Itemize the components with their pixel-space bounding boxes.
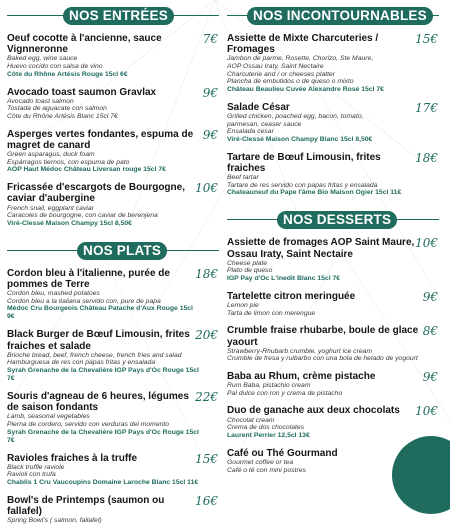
item-price: 10€ — [415, 236, 438, 251]
right-column — [227, 0, 439, 474]
item-name: Ravioles fraiches à la truffe — [7, 452, 138, 464]
item-description: Black truffle raviole Ravioli con trufa — [7, 463, 65, 479]
menu-item — [7, 182, 219, 228]
wine-pairing: Laurent Perrier 12,5cl 13€ — [227, 431, 310, 439]
item-name: Salade César — [227, 101, 290, 113]
wine-pairing: Médoc Cru Bourgeois Château Patache d'Aux Rouge 15cl 9€ — [7, 305, 193, 321]
item-price: 15€ — [195, 451, 218, 466]
item-description: Grilled chicken, poached egg, bacon, tomato, parmesan, ceaser sauce Ensalada cesar — [227, 112, 364, 136]
item-description: Beef tartar Tartare de res servido con papas fritas y ensalada — [227, 174, 378, 189]
item-description: Spring Bowl's ( salmon, fallafel) — [7, 517, 102, 525]
section-header-plats — [7, 239, 219, 264]
item-price: 9€ — [202, 85, 218, 100]
menu-item — [227, 291, 439, 317]
menu-item — [227, 325, 439, 363]
menu-item — [227, 33, 439, 94]
item-description: Baked egg, wine sauce Huevo cocido con salsa de vino — [7, 55, 103, 70]
item-description: Brioche bread, beef, french cheese, french fries and salad Hamburguesa de res con papas fritas y ensalada — [7, 351, 182, 367]
item-price: 10€ — [195, 181, 218, 196]
item-price: 16€ — [195, 493, 218, 508]
item-name: Duo de ganache aux deux chocolats — [227, 405, 400, 417]
item-price: 9€ — [422, 289, 438, 304]
item-name: Café ou Thé Gourmand — [227, 447, 338, 459]
wine-pairing: AOP Haut Médoc Château Liversan rouge 15cl 7€ — [7, 166, 166, 174]
section-title: NOS INCONTOURNABLES — [247, 7, 433, 25]
menu-item — [7, 33, 219, 79]
item-name: Black Burger de Bœuf Limousin, frites fraiches et salade — [7, 329, 190, 352]
item-description: Lamb, seasonal vegetables Pierna de cordero, servido con verduras del momento — [7, 413, 170, 428]
section-title: NOS DESSERTS — [277, 211, 397, 229]
item-name: Bowl's de Printemps (saumon ou fallafel) — [7, 494, 165, 518]
item-name: Cordon bleu à l'italienne, purée de pommes de Terre — [7, 267, 170, 290]
menu-item — [7, 268, 219, 322]
item-price: 17€ — [415, 100, 438, 115]
wine-pairing: Syrah Grenache de la Chevalière IGP Pays d'Oc Rouge 15cl 7€ — [7, 428, 199, 444]
item-name: Tartelette citron meringuée — [227, 290, 356, 302]
item-description: Avocado toast salmon Tostada de aguacate con salmon Côte du Rhône Artésis Blanc 15cl 7€ — [7, 97, 118, 120]
menu-item — [7, 453, 219, 487]
item-description: Green asparagus, duck foam Espárragos tiernos, con espuma de pato — [7, 150, 130, 166]
section-header-desserts — [227, 208, 439, 233]
item-price: 8€ — [422, 324, 438, 339]
section-title: NOS PLATS — [77, 242, 167, 260]
item-description: Jambon de parme, Rosette, Chorizo, Ste Maure, AOP Ossau Iraty, Saint Nectaire Charcuterie and / or cheeses platter Plancha de embutidos o de queso o mixto — [227, 55, 374, 86]
item-price: 10€ — [415, 404, 438, 419]
item-description: Gourmet coffee or tea Café o té con mini postres — [227, 458, 306, 474]
wine-pairing: IGP Pay d'Oc L'inedit Blanc 15cl 7€ — [227, 274, 341, 282]
menu-item — [227, 371, 439, 397]
item-name: Assiette de Mixte Charcuteries / Fromages — [227, 33, 379, 56]
wine-pairing: Viré-Clessé Maison Champy Blanc 15cl 8,50€ — [227, 135, 373, 143]
item-price: 22€ — [195, 389, 218, 404]
menu-item — [7, 87, 219, 121]
wine-pairing: Chablis 1 Cru Vaucoupins Domaine Laroche Blanc 15cl 11€ — [7, 478, 199, 486]
item-description: French snail, eggplant caviar Caracoles de bourgogne, con caviar de berenjena — [7, 204, 158, 220]
item-name: Baba au Rhum, crème pistache — [227, 370, 376, 382]
wine-pairing: Chateauneuf du Pape l'âme Bio Maison Ogier 15cl 11€ — [227, 189, 402, 197]
item-description: Lemon pie Tarta de limon con merengue — [227, 302, 316, 317]
wine-pairing: Syrah Grenache de la Chevalière IGP Pays d'Oc Rouge 15cl 7€ — [7, 366, 199, 382]
item-price: 9€ — [422, 369, 438, 384]
section-header-incontournables — [227, 4, 439, 29]
menu-item — [7, 129, 219, 175]
item-name: Avocado toast saumon Gravlax — [7, 86, 157, 98]
item-price: 18€ — [195, 266, 218, 281]
item-price: 18€ — [415, 150, 438, 165]
menu-item — [227, 405, 439, 439]
menu-item — [7, 495, 219, 525]
item-description: Chocolat cream Crema de dos chocolates — [227, 416, 305, 432]
left-column — [7, 0, 219, 525]
item-name: Fricassée d'escargots de Bourgogne, caviar d'aubergine — [7, 182, 185, 205]
menu-item — [227, 152, 439, 198]
item-name: Tartare de Bœuf Limousin, frites fraiches — [227, 151, 381, 174]
section-header-entrees — [7, 4, 219, 29]
item-price: 15€ — [415, 32, 438, 46]
item-name: Souris d'agneau de 6 heures, légumes de saison fondants — [7, 390, 189, 414]
item-name: Oeuf cocotte à l'ancienne, sauce Vignneronne — [7, 33, 162, 56]
item-price: 20€ — [195, 328, 218, 343]
menu-item — [227, 237, 439, 283]
item-name: Crumble fraise rhubarbe, boule de glace yaourt — [227, 325, 419, 348]
item-name: Assiette de fromages AOP Saint Maure, Ossau Iraty, Saint Nectaire — [227, 237, 415, 260]
wine-pairing: Viré-Clessé Maison Champy 15cl 8,50€ — [7, 219, 132, 227]
item-description: Rum Baba, pistachio cream Pal dulce con ron y crema de pistacho — [227, 382, 343, 397]
item-price: 9€ — [202, 127, 218, 142]
menu-item — [227, 102, 439, 144]
item-description: Cheese plate Plato de queso — [227, 259, 273, 275]
menu-item — [7, 391, 219, 445]
menu-item — [7, 329, 219, 383]
section-title: NOS ENTRÉES — [63, 7, 174, 25]
item-price: 7€ — [202, 32, 218, 46]
item-description: Strawberry-Rhubarb crumble, yoghurt ice cream Crumble de fresa y ruibarbo con una bola de helado de yogourt — [227, 347, 418, 363]
wine-pairing: Côte du Rhône Artésis Rouge 15cl 6€ — [7, 70, 128, 78]
wine-pairing: Château Beaulieu Cuvée Alexandre Rosé 15cl 7€ — [227, 85, 384, 93]
item-name: Asperges vertes fondantes, espuma de magret de canard — [7, 128, 194, 151]
item-description: Cordon bleu, mashed potatoes Cordon bleu a la italiana servido con, pure de papa — [7, 290, 161, 305]
